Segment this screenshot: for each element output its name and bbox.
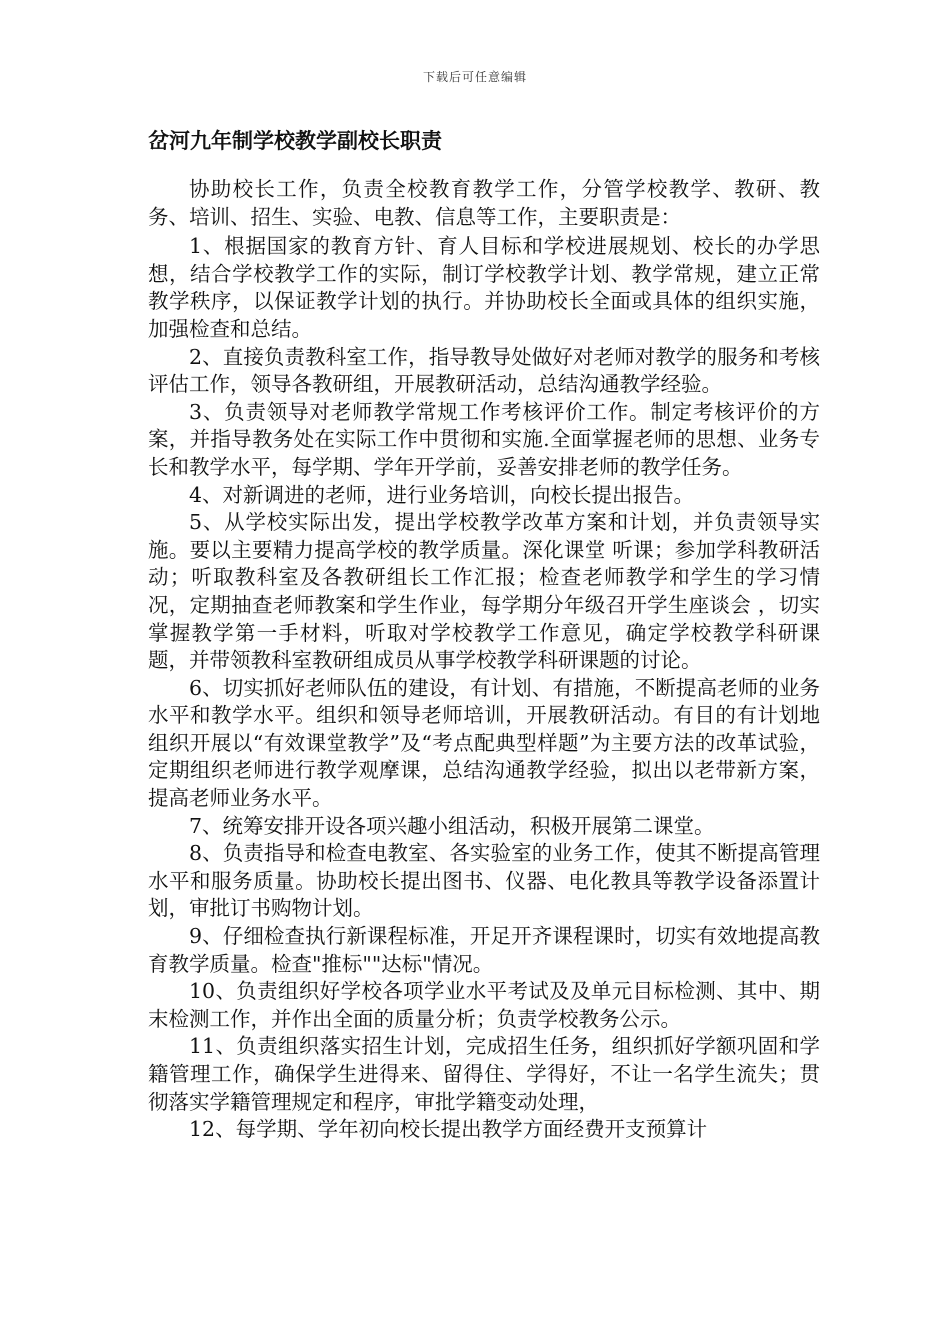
duty-paragraph-10: 10、负责组织好学校各项学业水平考试及及单元目标检测、其中、期末检测工作，并作出全面的质量分析；负责学校教务公示。: [148, 979, 820, 1031]
document-body: [148, 176, 820, 1144]
duty-paragraph-2: 2、直接负责教科室工作，指导教导处做好对老师对教学的服务和考核评估工作，领导各教研组，开展教研活动，总结沟通教学经验。: [148, 344, 820, 397]
duty-paragraph-6: 6、切实抓好老师队伍的建设，有计划、有措施，不断提高老师的业务水平和教学水平。组织和领导老师培训，开展教研活动。有目的有计划地组织开展以“有效课堂教学”及“考点配典型样题”为主要方法的改革试验，定期组织老师进行教学观摩课，总结沟通教学经验，拟出以老带新方案，提高老师业务水平。: [148, 675, 820, 811]
duty-paragraph-8: 8、负责指导和检查电教室、各实验室的业务工作，使其不断提高管理水平和服务质量。协助校长提出图书、仪器、电化教具等教学设备添置计划，审批订书购物计划。: [148, 841, 820, 921]
duty-paragraph-9: 9、仔细检查执行新课程标准，开足开齐课程课时，切实有效地提高教育教学质量。检查"推标""达标"情况。: [148, 924, 820, 976]
duty-paragraph-4: 4、对新调进的老师，进行业务培训，向校长提出报告。: [189, 482, 695, 507]
intro-paragraph: 协助校长工作，负责全校教育教学工作，分管学校教学、教研、教务、培训、招生、实验、电教、信息等工作，主要职责是：: [148, 177, 820, 229]
duty-paragraph-5: 5、从学校实际出发，提出学校教学改革方案和计划，并负责领导实施。要以主要精力提高学校的教学质量。深化课堂 听课；参加学科教研活动；听取教科室及各教研组长工作汇报；检查老师教学和学生的学习情况，定期抽查老师教案和学生作业，每学期分年级召开学生座谈会 ，切实掌握教学第一手材料，听取对学校教学工作意见，确定学校教学科研课题，并带领教科室教研组成员从事学校教学科研课题的讨论。: [148, 510, 820, 673]
duty-paragraph-12: 12、每学期、学年初向校长提出教学方面经费开支预算计: [189, 1117, 708, 1142]
duty-paragraph-1: 1、根据国家的教育方针、育人目标和学校进展规划、校长的办学思想，结合学校教学工作的实际，制订学校教学计划、教学常规，建立正常教学秩序，以保证教学计划的执行。并协助校长全面或具体的组织实施，加强检查和总结。: [148, 234, 820, 341]
header-note: 下载后可任意编辑: [422, 70, 527, 84]
duty-paragraph-11: 11、负责组织落实招生计划，完成招生任务，组织抓好学额巩固和学籍管理工作，确保学生进得来、留得住、学得好，不让一名学生流失；贯彻落实学籍管理规定和程序，审批学籍变动处理，: [148, 1034, 820, 1114]
duty-paragraph-3: 3、负责领导对老师教学常规工作考核评价工作。制定考核评价的方案，并指导教务处在实际工作中贯彻和实施.全面掌握老师的思想、业务专长和教学水平，每学期、学年开学前，妥善安排老师的教学任务。: [148, 399, 820, 479]
duty-paragraph-7: 7、统筹安排开设各项兴趣小组活动，积极开展第二课堂。: [189, 813, 715, 838]
document-title: 岔河九年制学校教学副校长职责: [148, 129, 442, 153]
